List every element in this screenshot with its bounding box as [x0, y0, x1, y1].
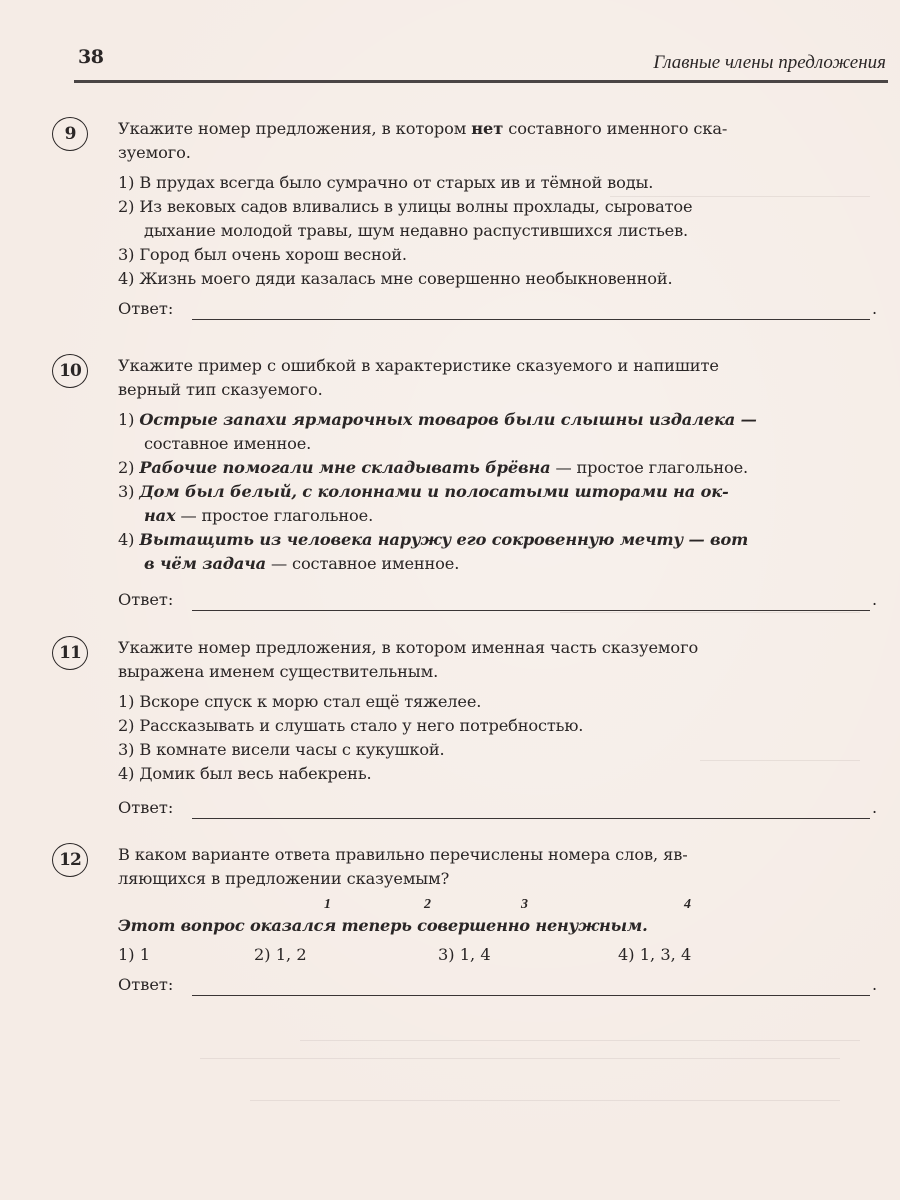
answer-period: . [872, 798, 878, 817]
option-1 [118, 408, 888, 432]
task-question-cont: выражена именем существительным. [118, 662, 439, 681]
choice-4: 4) 1, 3, 4 [618, 945, 692, 964]
option-number: 4) [118, 764, 135, 783]
question-emphasis: нет [471, 119, 504, 138]
option-2 [118, 456, 888, 480]
answer-field-9[interactable] [192, 299, 870, 320]
task-number-badge: 10 [52, 354, 88, 388]
task-question: Укажите пример с ошибкой в характеристике сказуемого и напишите [118, 356, 719, 375]
show-through-line [300, 1040, 860, 1041]
task-question: Укажите номер предложения, в котором именная часть сказуемого [118, 638, 699, 657]
option-3 [118, 243, 888, 267]
option-example: Вытащить из человека наружу его сокровенную мечту — вот [139, 530, 749, 549]
answer-row [118, 796, 888, 822]
header-divider [74, 80, 888, 83]
option-3 [118, 738, 888, 762]
option-type: — простое глагольное. [550, 458, 749, 477]
answer-label: Ответ: [118, 798, 174, 817]
question-text: составного именного ска- [503, 119, 728, 138]
option-number: 2) [118, 716, 135, 735]
option-text: В комнате висели часы с кукушкой. [139, 740, 445, 759]
chapter-title: Главные члены предложения [653, 52, 886, 73]
answer-choices [118, 943, 888, 971]
option-text: Город был очень хорош весной. [139, 245, 407, 264]
option-type: — простое глагольное. [175, 506, 374, 525]
answer-row [118, 588, 888, 614]
option-1 [118, 690, 888, 714]
task-number-badge: 11 [52, 636, 88, 670]
task-question-cont: зуемого. [118, 143, 191, 162]
task-number-badge: 12 [52, 843, 88, 877]
task-question-cont: верный тип сказуемого. [118, 380, 323, 399]
option-2 [118, 195, 888, 219]
option-example: в чём задача [144, 554, 266, 573]
option-number: 1) [118, 692, 135, 711]
option-1-cont: составное именное. [144, 434, 312, 453]
option-number: 3) [118, 245, 135, 264]
option-number: 4) [118, 530, 135, 549]
option-number: 1) [118, 173, 135, 192]
task-question: В каком варианте ответа правильно перечислены номера слов, яв- [118, 845, 688, 864]
option-example: Дом был белый, с колоннами и полосатыми шторами на ок- [139, 482, 729, 501]
show-through-line [250, 1100, 840, 1101]
word-number-3: 3 [521, 897, 528, 912]
option-text: В прудах всегда было сумрачно от старых ив и тёмной воды. [139, 173, 654, 192]
option-4 [118, 762, 888, 786]
choice-1: 1) 1 [118, 945, 151, 964]
option-number: 2) [118, 458, 135, 477]
option-3 [118, 480, 888, 504]
option-1 [118, 171, 888, 195]
option-number: 3) [118, 740, 135, 759]
choice-3: 3) 1, 4 [438, 945, 491, 964]
analysis-sentence: Этот вопрос оказался теперь совершенно ненужным. [118, 916, 648, 935]
option-type: — составное именное. [266, 554, 460, 573]
option-number: 3) [118, 482, 135, 501]
answer-label: Ответ: [118, 299, 174, 318]
option-4 [118, 267, 888, 291]
option-text: Рассказывать и слушать стало у него потребностью. [139, 716, 584, 735]
answer-row [118, 297, 888, 323]
option-example: Острые запахи ярмарочных товаров были слышны издалека — [139, 410, 757, 429]
word-number-4: 4 [684, 897, 691, 912]
show-through-line [200, 1058, 840, 1059]
answer-row [118, 973, 888, 999]
answer-field-10[interactable] [192, 590, 870, 611]
option-text: Домик был весь набекрень. [139, 764, 372, 783]
option-text: Из вековых садов вливались в улицы волны прохлады, сыроватое [139, 197, 693, 216]
task-number-badge: 9 [52, 117, 88, 151]
option-3-cont [118, 504, 888, 528]
task-question-cont: ляющихся в предложении сказуемым? [118, 869, 450, 888]
option-number: 4) [118, 269, 135, 288]
word-number-2: 2 [424, 897, 431, 912]
option-number: 1) [118, 410, 135, 429]
page-header [78, 44, 886, 80]
option-example: Рабочие помогали мне складывать брёвна [139, 458, 551, 477]
choice-2: 2) 1, 2 [254, 945, 307, 964]
answer-label: Ответ: [118, 590, 174, 609]
task-question [118, 117, 888, 141]
answer-field-12[interactable] [192, 975, 870, 996]
question-text: Укажите номер предложения, в котором [118, 119, 472, 138]
option-text: Вскоре спуск к морю стал ещё тяжелее. [139, 692, 482, 711]
option-number: 2) [118, 197, 135, 216]
option-2 [118, 714, 888, 738]
option-text: Жизнь моего дяди казалась мне совершенно необыкновенной. [139, 269, 673, 288]
option-4-cont [118, 552, 888, 576]
option-4 [118, 528, 888, 552]
word-number-1: 1 [324, 897, 331, 912]
answer-period: . [872, 975, 878, 994]
word-number-labels [118, 897, 888, 915]
answer-label: Ответ: [118, 975, 174, 994]
answer-period: . [872, 299, 878, 318]
option-example: нах [144, 506, 176, 525]
answer-period: . [872, 590, 878, 609]
option-2-cont: дыхание молодой травы, шум недавно распустившихся листьев. [144, 221, 689, 240]
answer-field-11[interactable] [192, 798, 870, 819]
page-number: 38 [78, 46, 104, 68]
